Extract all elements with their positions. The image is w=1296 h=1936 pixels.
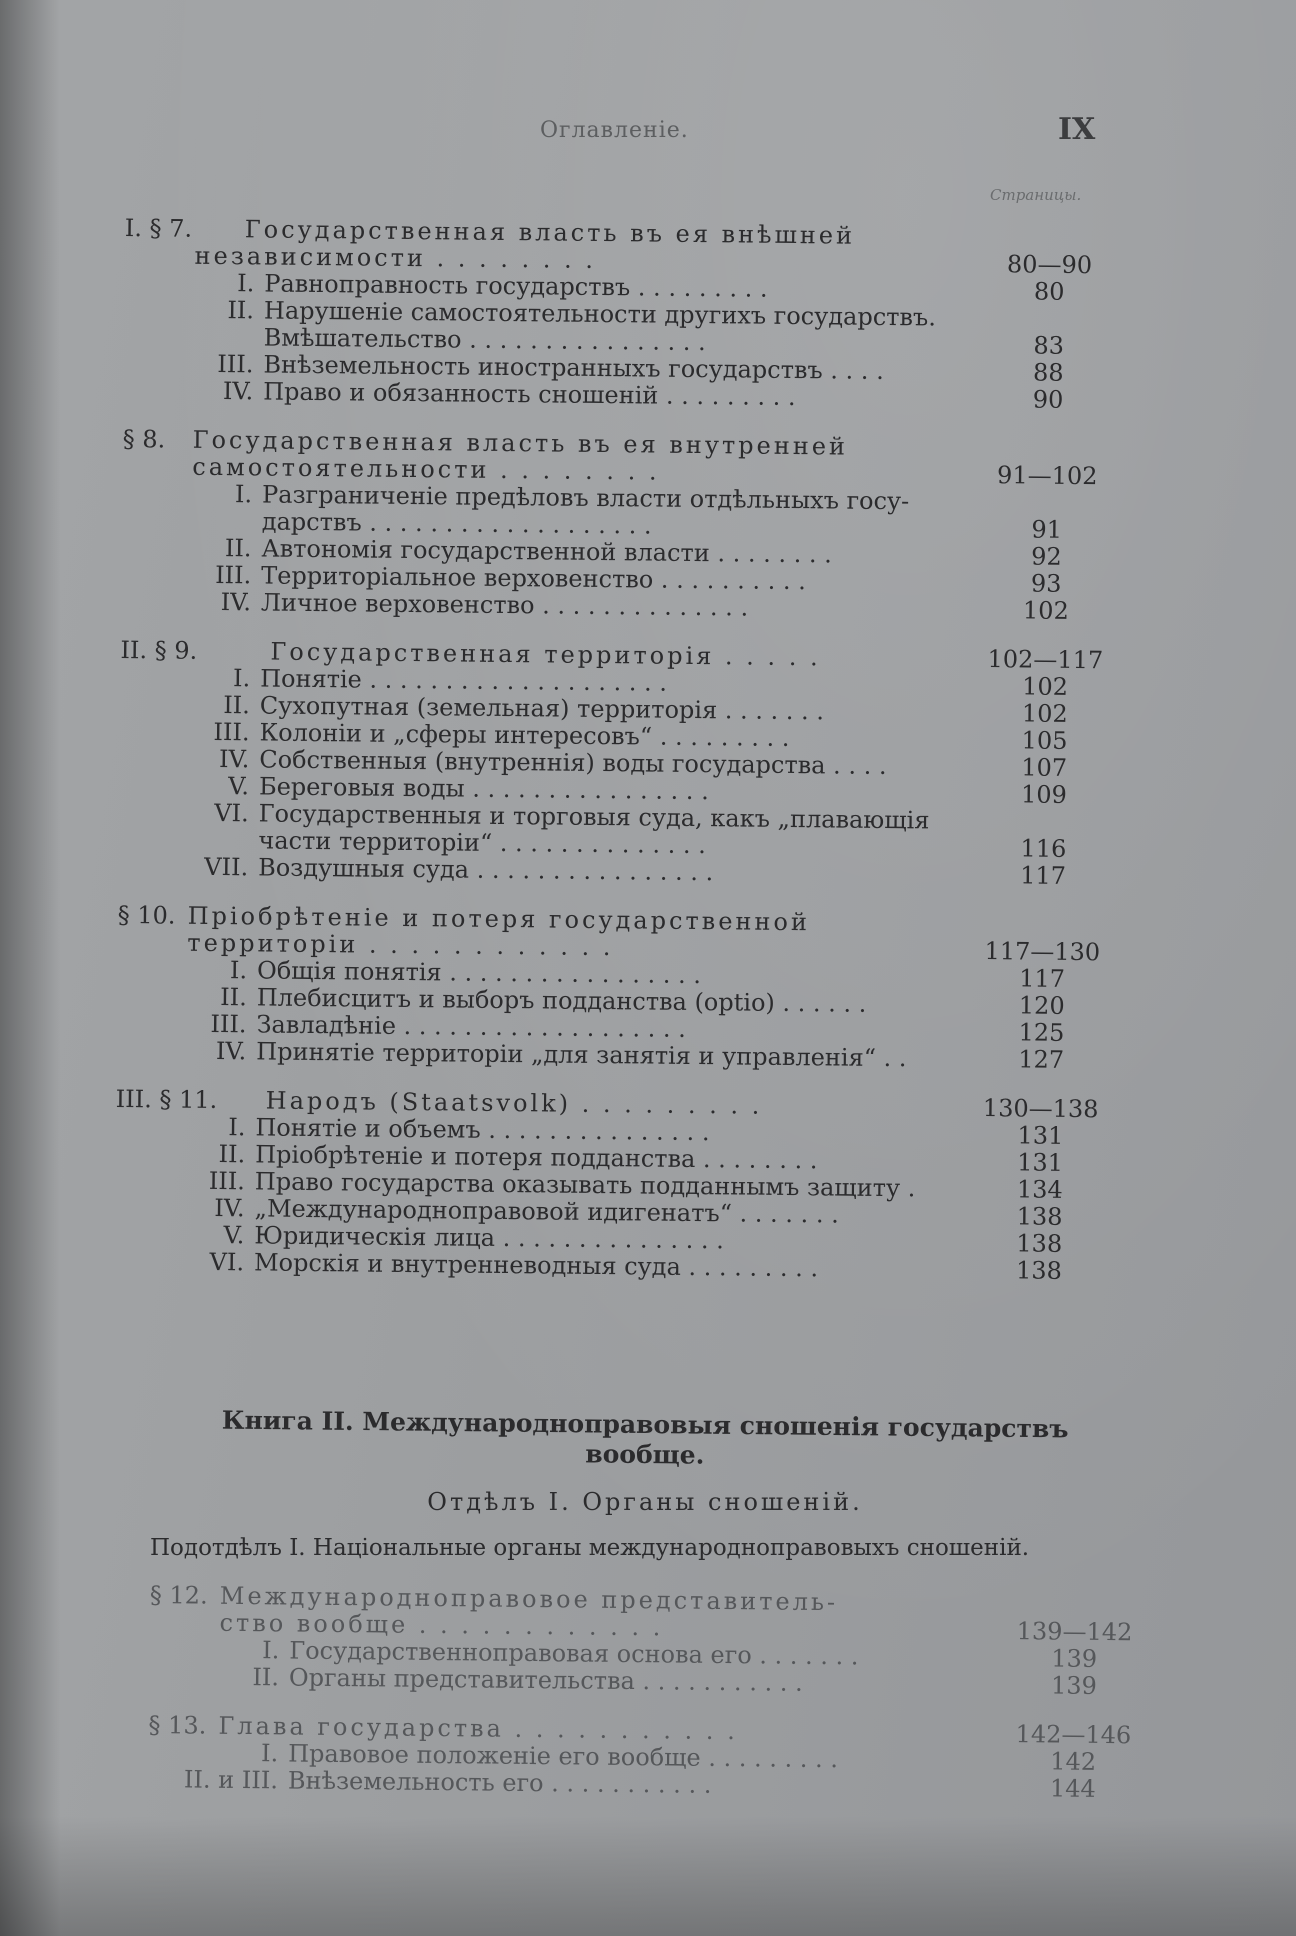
toc-entry-number: § 10. — [117, 900, 176, 930]
toc-entry-title: Морскія и внутренневодныя суда . . . . . . . . . — [253, 1248, 819, 1283]
toc-entry-pages: 116 — [1020, 834, 1067, 863]
book-heading-line: Книга II. Международноправовыя сношенія государствъ — [221, 1405, 1069, 1444]
toc-entry-pages: 125 — [1018, 1018, 1065, 1047]
toc-entry-title: Воздушныя суда . . . . . . . . . . . . . . . . — [258, 853, 714, 887]
toc-entry-title: Государственноправовая основа его . . . . . . . — [289, 1636, 859, 1671]
toc-entry-number: II. и III. — [183, 1765, 279, 1795]
toc-entry-title: Государственная власть въ ея внутренней — [192, 425, 849, 461]
toc-entry-pages: 91—102 — [996, 461, 1098, 491]
toc-entry-number: IV. — [214, 1193, 245, 1223]
toc-entry-pages: 131 — [1017, 1148, 1064, 1177]
toc-entry-title: Принятіе территоріи „для занятія и управленія“ . . — [256, 1037, 907, 1073]
toc-entry-title: Общія понятія . . . . . . . . . . . . . . . . . — [256, 956, 702, 990]
toc-entry-pages: 117 — [1019, 964, 1066, 993]
toc-entry-title: Внѣземельность иностранныхъ государствъ . . . . — [263, 350, 884, 385]
toc-entry-pages: 139—142 — [1016, 1617, 1133, 1647]
toc-entry-pages: 138 — [1015, 1256, 1063, 1285]
toc-entry-number: II. — [252, 1663, 280, 1692]
toc-entry-number — [119, 826, 249, 827]
toc-entry-pages: 139 — [1050, 1671, 1098, 1700]
table-of-contents-continued — [148, 1582, 1140, 1803]
toc-entry-title: Народъ (Staatsvolk) . . . . . . . . . — [265, 1086, 763, 1120]
toc-entry-title: Органы представительства . . . . . . . . . . . — [288, 1663, 803, 1697]
toc-entry-pages: 138 — [1016, 1202, 1063, 1231]
toc-entry-number — [122, 507, 252, 508]
toc-entry-pages: 131 — [1017, 1121, 1064, 1150]
toc-entry-number: I. — [228, 1113, 246, 1142]
toc-entry-number: I. — [229, 956, 248, 985]
toc-entry-title: Береговыя воды . . . . . . . . . . . . . . . . — [258, 772, 709, 806]
toc-entry-number: II. — [220, 983, 247, 1012]
toc-entry-pages: 127 — [1018, 1045, 1065, 1074]
toc-entry-number: V. — [228, 772, 250, 801]
toc-entry-number: III. — [215, 560, 252, 590]
toc-entry-title: Понятіе и объемъ . . . . . . . . . . . . . . . — [255, 1113, 710, 1147]
toc-entry-pages: 117—130 — [984, 937, 1101, 967]
toc-entry-title: Нарушеніе самостоятельности другихъ государствъ. — [263, 296, 937, 332]
pages-column-label: Страницы. — [990, 186, 1082, 204]
toc-entry-number: VII. — [204, 852, 249, 882]
table-of-contents — [114, 215, 1115, 1285]
toc-entry-title: Международноправовое представитель- — [219, 1581, 839, 1617]
toc-entry-number: V. — [223, 1221, 245, 1250]
toc-entry-number: II. § 9. — [120, 635, 198, 665]
toc-entry-pages: 107 — [1021, 753, 1068, 782]
toc-entry-pages — [979, 808, 1109, 809]
toc-entry-title: Правовое положеніе его вообще . . . . . . . . . — [288, 1739, 839, 1774]
toc-entry-number: II. — [218, 1140, 246, 1169]
toc-entry-pages — [983, 435, 1113, 436]
toc-entry-pages: 144 — [1049, 1774, 1096, 1803]
toc-entry-pages: 91 — [1031, 515, 1063, 544]
toc-entry-title: Личное верховенство . . . . . . . . . . . . . . — [260, 588, 749, 622]
toc-entry-number: I. — [262, 1636, 280, 1665]
toc-entry-title: Равноправность государствъ . . . . . . . . . — [264, 269, 768, 303]
toc-entry-pages: 109 — [1020, 780, 1068, 809]
toc-entry-title: Юридическія лица . . . . . . . . . . . . . . . — [254, 1221, 725, 1255]
toc-entry-title: территоріи . . . . . . . . . . . . — [187, 928, 614, 962]
toc-entry-title: Пріобрѣтеніе и потеря государственной — [187, 901, 811, 937]
toc-entry-number: III. — [213, 717, 250, 747]
toc-entry-number: § 12. — [149, 1581, 208, 1610]
toc-entry-title: Территоріальное верховенство . . . . . . . . . . — [261, 561, 806, 596]
toc-entry-number: I. — [237, 269, 255, 298]
toc-entry-pages: 80—90 — [1006, 250, 1093, 280]
toc-entry-title: Государственныя и торговыя суда, какъ „плавающія — [258, 799, 930, 835]
toc-entry-title: Сухопутная (земельная) территорія . . . . . . . — [259, 691, 825, 726]
toc-entry-number: IV. — [220, 588, 252, 617]
toc-entry-pages: 102 — [1022, 596, 1069, 625]
toc-entry-pages: 102—117 — [987, 645, 1104, 675]
toc-entry-number: I. § 7. — [124, 214, 193, 243]
toc-entry-pages: 88 — [1032, 358, 1064, 387]
toc-entry-number: IV. — [222, 377, 254, 406]
toc-entry-title: Глава государства . . . . . . . . . . . — [218, 1711, 738, 1746]
toc-entry-pages: 138 — [1016, 1229, 1063, 1258]
page-shadow-bottom — [0, 1816, 1296, 1936]
toc-entry-number: III. — [208, 1166, 246, 1196]
toc-entry-pages: 92 — [1031, 542, 1062, 571]
page-number: IX — [1058, 112, 1096, 147]
toc-entry-number: VI. — [209, 1247, 245, 1277]
toc-entry-number: II. — [224, 534, 252, 563]
toc-entry-title: Право государства оказывать подданнымъ защиту . — [254, 1167, 916, 1203]
toc-entry-number: § 13. — [148, 1710, 207, 1740]
toc-entry-number: II. — [227, 296, 255, 325]
book-heading-line: вообще. — [585, 1439, 705, 1470]
toc-entry-title: независимости . . . . . . . . — [194, 241, 597, 274]
toc-entry-number: § 8. — [122, 424, 166, 454]
toc-entry-number: I. — [232, 664, 251, 693]
toc-entry-pages: 93 — [1030, 569, 1062, 598]
toc-entry-pages: 80 — [1033, 277, 1065, 306]
running-head: Оглавленіе. — [540, 118, 689, 143]
toc-entry-pages: 83 — [1033, 331, 1065, 360]
toc-entry-pages: 142 — [1050, 1747, 1097, 1776]
toc-entry-title: Разграниченіе предѣловъ власти отдѣльныхъ госу- — [261, 480, 910, 516]
toc-entry-pages — [978, 911, 1108, 912]
division-heading: Отдѣлъ I. Органы сношеній. — [427, 1488, 863, 1516]
toc-entry-title: Вмѣшательство . . . . . . . . . . . . . . . . — [263, 323, 706, 357]
toc-entry-title: самостоятельности . . . . . . . . — [192, 452, 660, 486]
toc-entry-number: VI. — [214, 798, 249, 828]
toc-entry-pages: 90 — [1032, 385, 1064, 414]
toc-entry-pages: 134 — [1016, 1175, 1063, 1204]
toc-entry-pages: 120 — [1018, 991, 1065, 1020]
book-heading — [170, 1405, 1121, 1475]
toc-entry-number: III. — [217, 349, 254, 379]
toc-entry-pages — [982, 489, 1112, 490]
toc-entry-number: I. — [234, 480, 253, 509]
toc-entry-pages: 102 — [1022, 672, 1069, 701]
toc-entry-pages: 102 — [1021, 699, 1068, 728]
page-shadow-left — [0, 0, 60, 1936]
toc-entry-title: „Международноправовой идигенатъ“ . . . . . . . — [254, 1194, 839, 1229]
toc-entry-pages: 142—146 — [1015, 1720, 1132, 1750]
toc-entry-pages — [1010, 1591, 1140, 1592]
toc-entry-number: III. — [210, 1009, 247, 1039]
toc-entry-title: Плебисцитъ и выборъ подданства (optio) . . . . . . — [256, 983, 867, 1018]
toc-entry-title: Автономія государственной власти . . . . . . . . — [261, 534, 832, 569]
toc-entry-pages: 117 — [1020, 861, 1067, 890]
toc-entry-title: Понятіе . . . . . . . . . . . . . . . . . . . . — [260, 664, 668, 697]
toc-entry-number: II. — [223, 691, 251, 720]
toc-entry-title: Завладѣніе . . . . . . . . . . . . . . . . . . . — [256, 1010, 687, 1043]
toc-entry-title: Собственныя (внутреннія) воды государства . . . . — [259, 745, 887, 781]
toc-entry-title: части территоріи“ . . . . . . . . . . . . . . — [258, 826, 706, 860]
toc-entry-number: I. — [260, 1739, 279, 1768]
toc-entry-title: ство вообще . . . . . . . . . . . . — [219, 1608, 664, 1642]
toc-entry-pages: 105 — [1021, 726, 1068, 755]
toc-entry-pages: 139 — [1051, 1644, 1098, 1673]
toc-entry-title: Внѣземельность его . . . . . . . . . . . — [287, 1766, 712, 1799]
toc-entry-pages — [985, 224, 1115, 225]
toc-entry-title: Государственная территорія . . . . . — [270, 637, 821, 672]
toc-entry-pages — [984, 305, 1114, 306]
toc-entry-number: III. § 11. — [115, 1084, 218, 1115]
toc-entry-title: Пріобрѣтеніе и потеря подданства . . . . . . . . — [255, 1140, 818, 1175]
toc-entry-title: Государственная власть въ ея внѣшней — [244, 215, 856, 250]
toc-entry-number — [124, 323, 254, 324]
subdivision-heading: Подотдѣлъ I. Національные органы международноправовыхъ сношеній. — [150, 1535, 1030, 1561]
toc-entry-number: IV. — [218, 745, 250, 774]
toc-entry-number: IV. — [215, 1036, 247, 1066]
toc-entry-title: Право и обязанность сношеній . . . . . . . . . — [263, 377, 796, 412]
toc-entry-pages: 130—138 — [982, 1094, 1099, 1124]
toc-entry-title: дарствъ . . . . . . . . . . . . . . . . . . . — [261, 507, 652, 540]
toc-entry-title: Колоніи и „сферы интересовъ“ . . . . . . . . . — [259, 718, 790, 752]
